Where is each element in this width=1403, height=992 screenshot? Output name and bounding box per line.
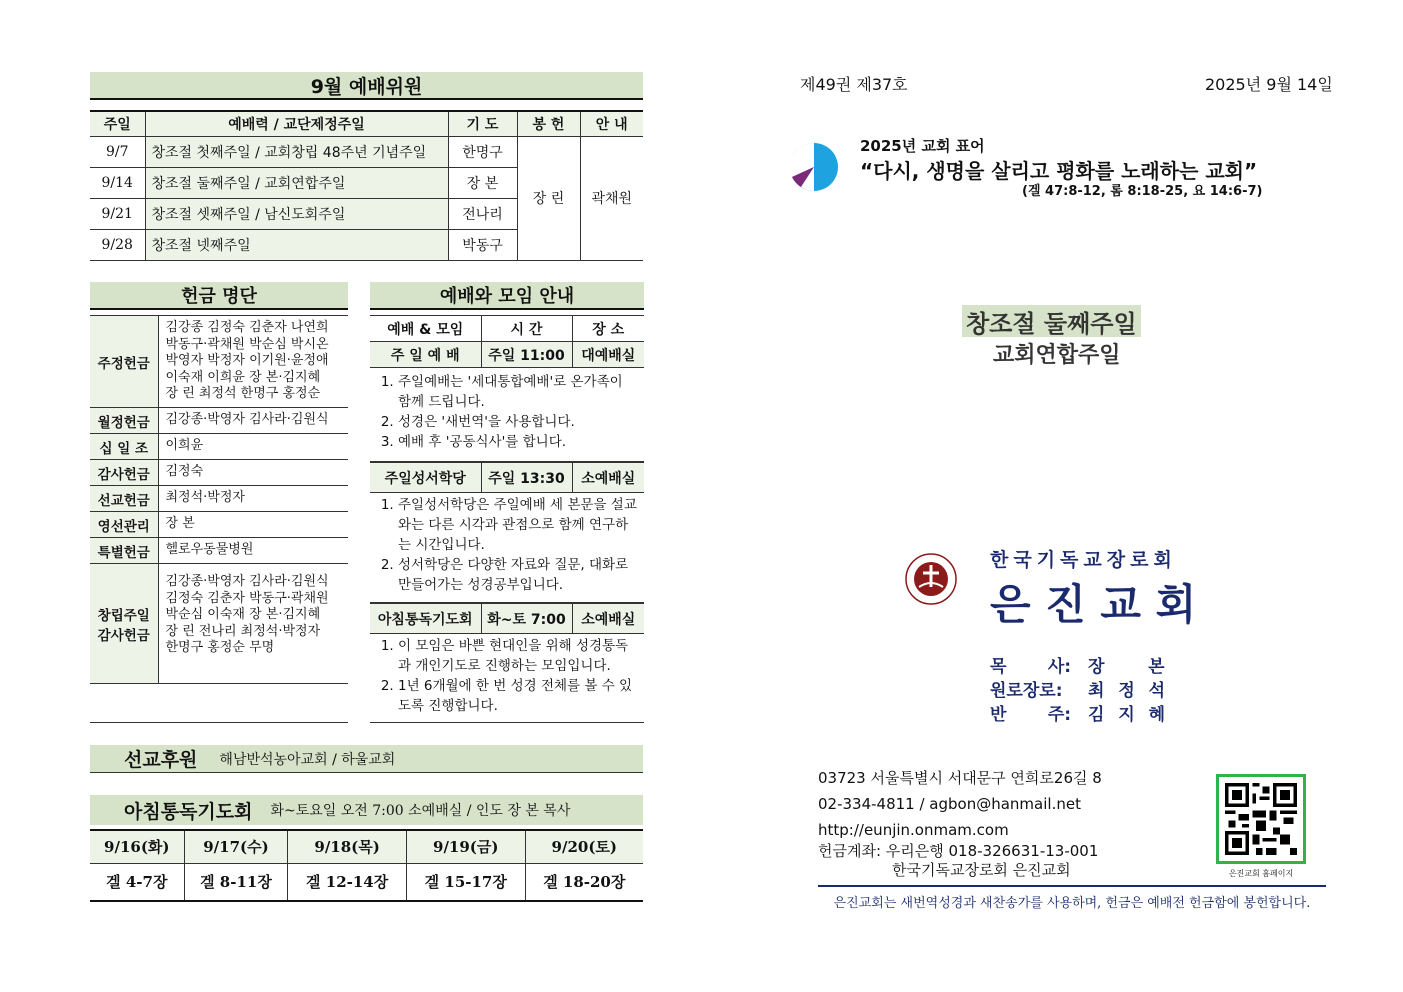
- staff-row: [990, 703, 1169, 727]
- account-block: [818, 842, 1098, 880]
- staff-name: 최 정 석: [1088, 681, 1170, 701]
- meeting-time: 화~토 7:00: [481, 604, 572, 634]
- table-row: [370, 604, 644, 634]
- day-cell: 9/19(금): [406, 830, 525, 863]
- name-line: 장 린 최정석 한명구 홍정순: [165, 386, 321, 402]
- table-row: [370, 342, 644, 368]
- sunday-title-text: 창조절 둘째주일: [966, 309, 1137, 338]
- date-cell: 9/14: [90, 167, 145, 198]
- meeting-place: 대예배실: [572, 342, 644, 368]
- volume-number: 제49권 제37호: [800, 75, 908, 94]
- chapter-cell: 겔 18-20장: [525, 863, 643, 901]
- name-line: 박동구·곽채원 박순심 박시온: [165, 336, 329, 352]
- chapter-cell: 겔 15-17장: [406, 863, 525, 901]
- header-cell: 시 간: [481, 316, 572, 342]
- offering-names: 김정숙: [158, 460, 348, 486]
- phone-email: 02-334-4811 / agbon@hanmail.net: [818, 795, 1081, 813]
- meetings-band: [370, 282, 644, 310]
- church-name: 은 진 교 회: [990, 580, 1197, 629]
- name-line: 김강종 김정숙 김춘자 나연희: [165, 320, 329, 336]
- offering-names: 장 본: [158, 512, 348, 538]
- header-cell: 장 소: [572, 316, 644, 342]
- table-row: [90, 434, 348, 460]
- prayer-cell: 전나리: [448, 198, 517, 229]
- note-item: 2. 1년 6개월에 한 번 성경 전체를 볼 수 있도록 진행합니다.: [398, 676, 638, 716]
- chapter-cell: 겔 12-14장: [288, 863, 407, 901]
- table-row: [90, 460, 348, 486]
- meeting-time: 주일 11:00: [481, 342, 572, 368]
- desc-cell: 창조절 셋째주일 / 남신도회주일: [145, 198, 448, 229]
- offering-names: 헬로우동물병원: [158, 538, 348, 564]
- name-line: 김정숙 김춘자 박동구·곽채원: [165, 590, 329, 606]
- prayer-cell: 장 본: [448, 167, 517, 198]
- name-line: 김강종·박영자 김사라·김원식: [165, 574, 329, 589]
- morning-prayer-table: [370, 603, 644, 634]
- staff-list: [990, 655, 1169, 727]
- staff-role: 원로장로:: [990, 681, 1063, 701]
- staff-name: 김 지 혜: [1088, 705, 1170, 725]
- footer-note: 은진교회는 새번역성경과 새찬송가를 사용하며, 헌금은 예배전 헌금함에 봉헌합니다.: [833, 896, 1311, 911]
- mission-text: 해남반석농아교회 / 하울교회: [219, 751, 396, 768]
- header-cell: 주일: [90, 111, 145, 136]
- offering-names: [158, 564, 348, 684]
- denomination-name: 한국기독교장로회: [990, 549, 1177, 571]
- motto-logo-icon: [789, 142, 839, 192]
- offering-kind: 선교헌금: [90, 486, 158, 512]
- issue-date: 2025년 9월 14일: [1205, 75, 1333, 94]
- guide-person-cell: 곽채원: [580, 136, 643, 260]
- day-cell: 9/16(화): [90, 830, 184, 863]
- offering-names: 이희윤: [158, 434, 348, 460]
- worship-band-title: 9월 예배위원: [310, 75, 423, 98]
- motto-label: 2025년 교회 표어: [860, 137, 985, 155]
- motto: “다시, 생명을 살리고 평화를 노래하는 교회”: [860, 159, 1258, 183]
- reading-table: [90, 829, 643, 902]
- table-row: [90, 830, 643, 863]
- meeting-name: 주일성서학당: [370, 463, 481, 493]
- reading-band: [90, 795, 643, 825]
- prayer-cell: 박동구: [448, 229, 517, 260]
- meeting-place: 소예배실: [572, 604, 644, 634]
- offering-names: 최정석·박정자: [158, 486, 348, 512]
- name-line: 장 린 전나리 최정석·박정자: [165, 623, 321, 639]
- note-item: 1. 주일성서학당은 주일예배 세 본문을 설교와는 다른 시각과 관점으로 함께 연구하는 시간입니다.: [398, 495, 638, 555]
- offering-person-cell: 장 린: [517, 136, 580, 260]
- meeting-place: 소예배실: [572, 463, 644, 493]
- chapter-cell: 겔 8-11장: [184, 863, 288, 901]
- desc-cell: 창조절 첫째주일 / 교회창립 48주년 기념주일: [145, 136, 448, 167]
- qr-code-icon: [1216, 774, 1306, 864]
- offering-kind: 영선관리: [90, 512, 158, 538]
- meeting-name: 아침통독기도회: [370, 604, 481, 634]
- table-row: [90, 316, 348, 408]
- note-item: 1. 주일예배는 '세대통합예배'로 온가족이 함께 드립니다.: [398, 372, 638, 412]
- header-cell: 기 도: [448, 111, 517, 136]
- offerings-band-title: 헌금 명단: [181, 286, 257, 307]
- offering-kind: 주정헌금: [90, 316, 158, 408]
- reading-text: 화~토요일 오전 7:00 소예배실 / 인도 장 본 목사: [270, 803, 571, 819]
- table-row: [90, 512, 348, 538]
- date-cell: 9/7: [90, 136, 145, 167]
- table-row: [90, 486, 348, 512]
- day-cell: 9/18(목): [288, 830, 407, 863]
- day-cell: 9/20(토): [525, 830, 643, 863]
- meeting-time: 주일 13:30: [481, 463, 572, 493]
- staff-name: 장 본: [1088, 657, 1169, 677]
- offering-kind: 감사헌금: [90, 460, 158, 486]
- sunday-title: [962, 305, 1141, 337]
- morning-notes: [370, 634, 644, 723]
- offering-kind: 월정헌금: [90, 408, 158, 434]
- table-row: [90, 863, 643, 901]
- staff-row: [990, 679, 1169, 703]
- note-item: 2. 성경은 '새번역'을 사용합니다.: [398, 412, 638, 432]
- sunday-subtitle: 교회연합주일: [993, 343, 1121, 368]
- account-holder: 한국기독교장로회 은진교회: [892, 861, 1071, 879]
- name-line: 한명구 홍정순 무명: [165, 640, 275, 655]
- meetings-band-title: 예배와 모임 안내: [439, 286, 575, 307]
- staff-role: 목 사:: [990, 657, 1072, 677]
- header-cell: 봉 헌: [517, 111, 580, 136]
- table-row: [90, 538, 348, 564]
- homepage-url: http://eunjin.onmam.com: [818, 821, 1009, 839]
- offering-kind: 창립주일 감사헌금: [90, 564, 158, 684]
- footer-rule: [818, 885, 1326, 887]
- date-cell: 9/28: [90, 229, 145, 260]
- prayer-cell: 한명구: [448, 136, 517, 167]
- note-item: 2. 성서학당은 다양한 자료와 질문, 대화로 만들어가는 성경공부입니다.: [398, 555, 638, 595]
- table-row: [90, 564, 348, 684]
- name-line: 박순심 이숙재 장 본·김지혜: [165, 607, 321, 622]
- sunday-notes: [370, 370, 644, 462]
- header-cell: 예배력 / 교단제정주일: [145, 111, 448, 136]
- date-cell: 9/21: [90, 198, 145, 229]
- name-line: 박영자 박정자 이기원·윤정애: [165, 353, 329, 369]
- header-cell: 안 내: [580, 111, 643, 136]
- motto-reference: (겔 47:8-12, 롬 8:18-25, 요 14:6-7): [1022, 184, 1263, 199]
- day-cell: 9/17(수): [184, 830, 288, 863]
- mission-band: [90, 745, 643, 773]
- table-row: [90, 136, 643, 167]
- worship-table: [90, 110, 643, 261]
- desc-cell: 창조절 둘째주일 / 교회연합주일: [145, 167, 448, 198]
- mission-label: 선교후원: [124, 749, 198, 771]
- note-item: 3. 예배 후 '공동식사'를 합니다.: [398, 432, 638, 452]
- offerings-table: [90, 315, 348, 684]
- staff-row: [990, 655, 1169, 679]
- offerings-bottom-rule: [90, 722, 348, 723]
- name-line: 이숙재 이희윤 장 본·김지혜: [165, 369, 321, 385]
- contact-block: [818, 765, 1102, 843]
- staff-role: 반 주:: [990, 705, 1072, 725]
- offering-kind: 특별헌금: [90, 538, 158, 564]
- header-cell: 예배 & 모임: [370, 316, 481, 342]
- desc-cell: 창조절 넷째주일: [145, 229, 448, 260]
- account-line: 헌금계좌: 우리은행 018-326631-13-001: [818, 842, 1099, 860]
- table-row: [370, 463, 644, 493]
- offering-kind: 십 일 조: [90, 434, 158, 460]
- offerings-band: [90, 282, 348, 310]
- church-seal-icon: [905, 553, 957, 605]
- bible-school-table: [370, 462, 644, 493]
- address: 03723 서울특별시 서대문구 연희로26길 8: [818, 769, 1102, 787]
- offering-names: 김강종·박영자 김사라·김원식: [158, 408, 348, 434]
- qr-caption: 은진교회 홈페이지: [1228, 869, 1294, 878]
- reading-label: 아침통독기도회: [124, 800, 253, 823]
- table-row: [90, 408, 348, 434]
- note-item: 1. 이 모임은 바쁜 현대인을 위해 성경통독과 개인기도로 진행하는 모임입니다.: [398, 636, 638, 676]
- bible-notes: [370, 493, 644, 603]
- meetings-header-table: [370, 315, 644, 368]
- chapter-cell: 겔 4-7장: [90, 863, 184, 901]
- offering-names: [158, 316, 348, 408]
- meeting-name: 주 일 예 배: [370, 342, 481, 368]
- worship-band: [90, 72, 643, 100]
